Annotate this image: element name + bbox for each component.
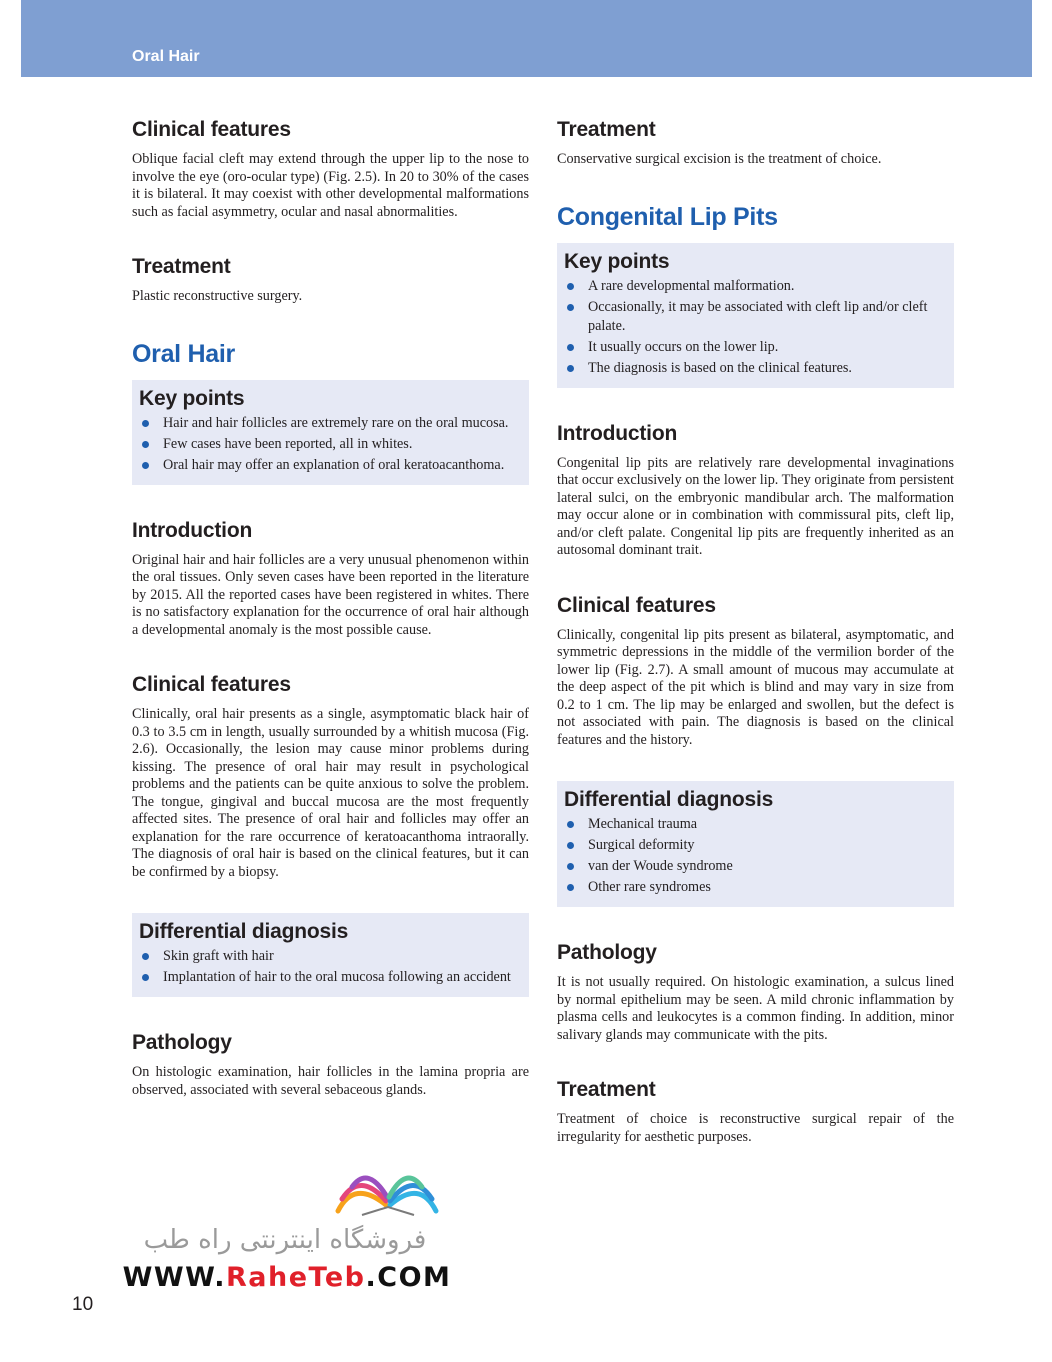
section-heading-clinical-features: Clinical features [132, 118, 291, 141]
bullet-icon [142, 462, 149, 469]
watermark-url: WWW.RaheTeb.COM [122, 1262, 452, 1293]
clinical-features-text: Oblique facial cleft may extend through the upper lip to the nose to involve the eye (oro-ocular type) (Fig. 2.5). In 20 to 30% of the cases it is bilateral. It may coexist with other developmental malformations such as facial asymmetry, ocular and nasal abnormalities. [132, 151, 529, 220]
bullet-icon [567, 365, 574, 372]
running-title: Oral Hair [132, 48, 200, 65]
list-item: Other rare syndromes [564, 878, 946, 897]
list-item: Oral hair may offer an explanation of oral keratoacanthoma. [139, 456, 521, 475]
treatment-text: Treatment of choice is reconstructive surgical repair of the irregularity for aesthetic purposes. [557, 1111, 954, 1145]
chapter-title-oral-hair: Oral Hair [132, 339, 235, 368]
bullet-icon [567, 304, 574, 311]
bullet-icon [142, 420, 149, 427]
book-fan-icon [332, 1165, 444, 1217]
differential-diagnosis-box [557, 781, 954, 907]
differential-diagnosis-heading: Differential diagnosis [564, 788, 774, 811]
clinical-features-text: Clinically, congenital lip pits present as bilateral, asymptomatic, and symmetric depressions in the middle of the vermilion border of the lower lip (Fig. 2.7). A small amount of mucous may accumulate at the deep aspect of the pit which is blind and may vary in size from 0.2 to 1 cm. The lip may be enlarged and swollen, but the defect is not associated with pain. The diagnosis is based on the clinical features and the history. [557, 626, 954, 748]
section-heading-introduction: Introduction [557, 421, 678, 445]
section-heading-introduction: Introduction [132, 518, 253, 542]
section-heading-clinical-features: Clinical features [132, 673, 291, 696]
bullet-icon [567, 884, 574, 891]
watermark-logo [108, 1165, 458, 1295]
treatment-text: Conservative surgical excision is the treatment of choice. [557, 151, 882, 167]
differential-diagnosis-box [132, 913, 529, 997]
key-points-box [557, 243, 954, 388]
list-item: Skin graft with hair [139, 947, 521, 966]
section-heading-pathology: Pathology [557, 941, 657, 964]
list-item: Hair and hair follicles are extremely rare on the oral mucosa. [139, 414, 521, 433]
section-heading-pathology: Pathology [132, 1031, 232, 1054]
list-item: Few cases have been reported, all in whites. [139, 435, 521, 454]
watermark-persian-text: فروشگاه اینترنتی راه طب [143, 1225, 427, 1255]
bullet-icon [567, 344, 574, 351]
clinical-features-text: Clinically, oral hair presents as a single, asymptomatic black hair of 0.3 to 3.5 cm in length, usually surrounded by a whitish mucosa (Fig. 2.6). Occasionally, the lesion may cause minor problems during kissing. The presence of oral hair may result in psychological problems and the patients can be quite anxious to solve the problem. The tongue, gingival and buccal mucosa are the most frequently affected sites. The presence of oral hair and follicles may offer an explanation for the rare occurrence of keratoacanthoma intraorally. The diagnosis of oral hair is based on the clinical features, but it can be confirmed by a biopsy. [132, 706, 529, 880]
bullet-icon [567, 863, 574, 870]
right-column [557, 116, 954, 1146]
list-item: Mechanical trauma [564, 815, 946, 834]
treatment-text: Plastic reconstructive surgery. [132, 288, 303, 304]
section-heading-clinical-features: Clinical features [557, 593, 716, 617]
key-points-heading: Key points [564, 249, 670, 273]
introduction-text: Congenital lip pits are relatively rare developmental invaginations that occur exclusively on the lower lip. They originate from persistent lateral sulci, on the embryonic mandibular arch. The malformation may occur alone or in combination with commissural pits, cleft lip, and/or cleft palate. Congenital lip pits are frequently inherited as an autosomal dominant trait. [557, 454, 954, 558]
differential-diagnosis-heading: Differential diagnosis [139, 920, 349, 943]
list-item: Surgical deformity [564, 836, 946, 855]
section-heading-treatment: Treatment [557, 1078, 656, 1101]
list-item: van der Woude syndrome [564, 857, 946, 876]
pathology-text: It is not usually required. On histologic examination, a sulcus lined by normal epithelium may be seen. A mild chronic inflammation by plasma cells and leukocytes is a common finding. In addition, minor salivary glands may communicate with the pits. [557, 974, 954, 1043]
bullet-icon [567, 821, 574, 828]
key-points-heading: Key points [139, 386, 245, 410]
list-item: A rare developmental malformation. [564, 277, 946, 296]
list-item: It usually occurs on the lower lip. [564, 338, 946, 357]
bullet-icon [567, 842, 574, 849]
bullet-icon [142, 974, 149, 981]
section-heading-treatment: Treatment [132, 255, 231, 278]
list-item: The diagnosis is based on the clinical features. [564, 359, 946, 378]
bullet-icon [142, 441, 149, 448]
pathology-text: On histologic examination, hair follicles in the lamina propria are observed, associated with several sebaceous glands. [132, 1064, 529, 1098]
bullet-icon [567, 283, 574, 290]
page-number: 10 [72, 1294, 94, 1315]
introduction-text: Original hair and hair follicles are a very unusual phenomenon within the oral tissues. Only seven cases have been reported in the literature by 2015. All the reported cases have been registered in whites. There is no satisfactory explanation for the occurrence of oral hair although a developmental anomaly is the most possible cause. [132, 551, 529, 638]
list-item: Implantation of hair to the oral mucosa following an accident [139, 968, 521, 987]
section-heading-treatment: Treatment [557, 118, 656, 141]
chapter-title-congenital-lip-pits: Congenital Lip Pits [557, 202, 778, 231]
bullet-icon [142, 953, 149, 960]
key-points-box [132, 380, 529, 485]
list-item: Occasionally, it may be associated with cleft lip and/or cleft palate. [564, 298, 946, 336]
left-column [132, 116, 529, 1099]
